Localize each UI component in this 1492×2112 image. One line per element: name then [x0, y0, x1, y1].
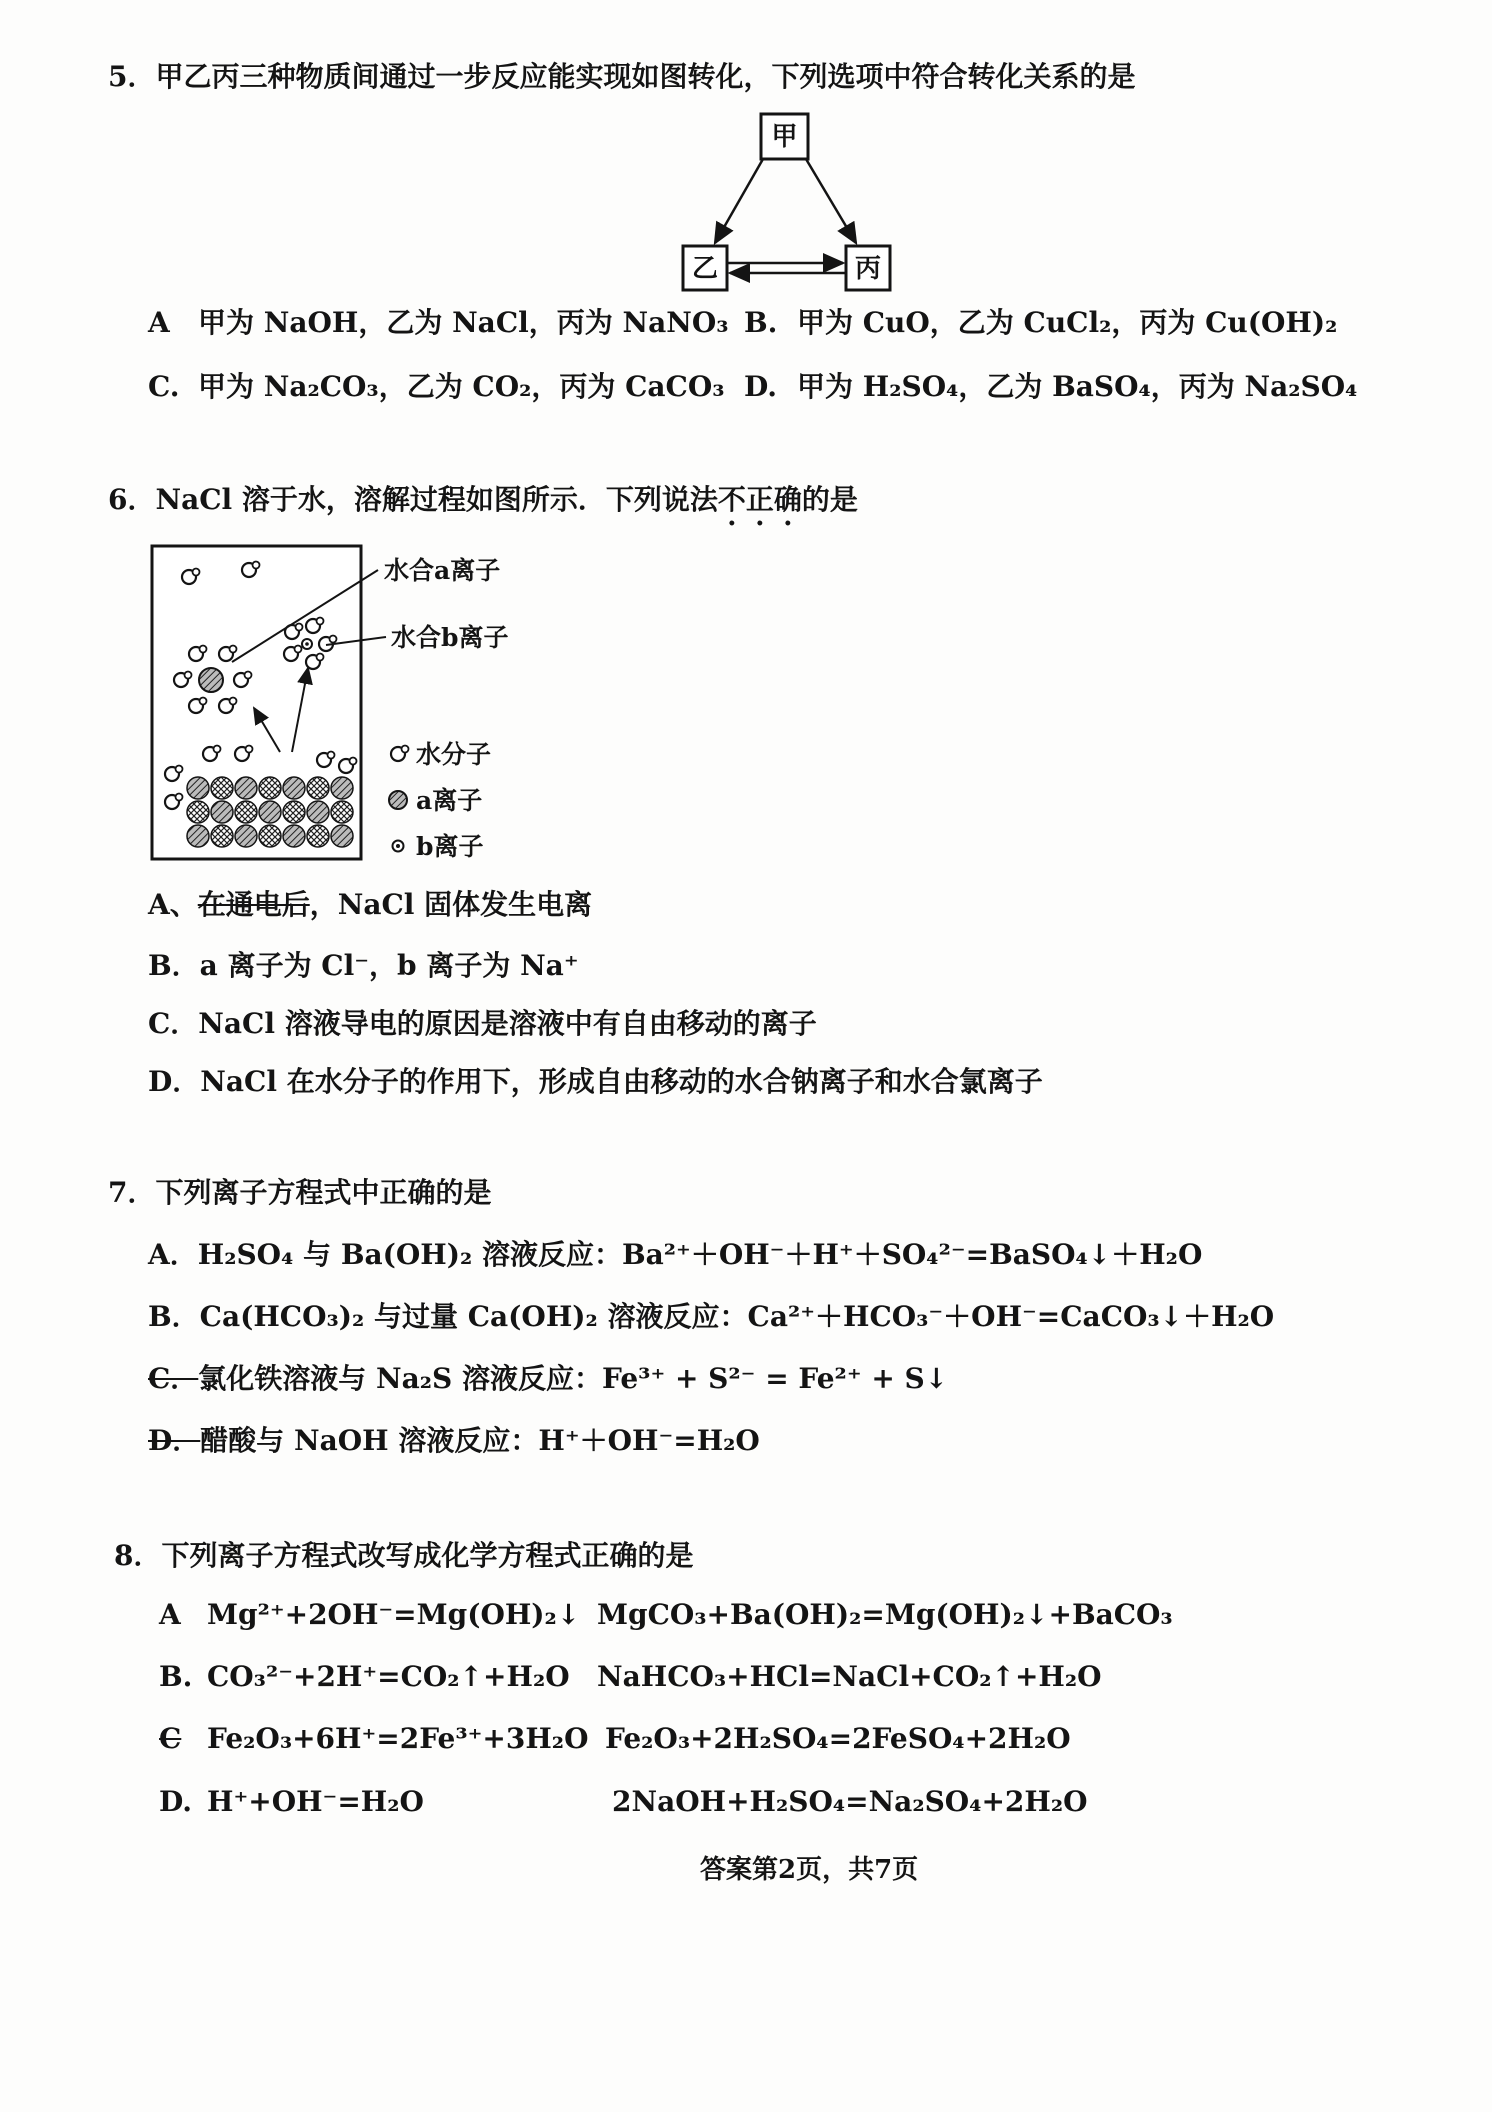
q7-option-c-text: 氯化铁溶液与 Na₂S 溶液反应：Fe³⁺ + S²⁻ = Fe²⁺ + S↓ [198, 1362, 949, 1395]
q7-option-d-text: 醋酸与 NaOH 溶液反应：H⁺＋OH⁻=H₂O [200, 1424, 760, 1457]
q7-option-b [148, 1300, 1274, 1334]
q6-stem-after: 的是 [801, 483, 858, 516]
q6-stem-emphasis: 不正确 [717, 483, 802, 516]
q6-option-a-text: ，NaCl 固体发生电离 [309, 888, 593, 921]
q5-option-d-text: 甲为 H₂SO₄，乙为 BaSO₄，丙为 Na₂SO₄ [797, 370, 1358, 403]
q8-option-b-ionic: CO₃²⁻+2H⁺=CO₂↑+H₂O [207, 1660, 570, 1693]
q5-option-d-label: D. [744, 370, 778, 403]
water-molecule-icon [391, 746, 409, 762]
q7-option-c [148, 1362, 948, 1396]
box-bing-label: 丙 [854, 254, 882, 284]
q5-option-c [148, 370, 180, 404]
q8-option-c-label: C [159, 1722, 182, 1755]
b-ion-icon [393, 841, 404, 852]
box-yi [683, 246, 727, 290]
q7-option-d-label: D． [148, 1424, 201, 1457]
q8-option-c-chemical: Fe₂O₃+2H₂SO₄=2FeSO₄+2H₂O [605, 1722, 1071, 1755]
q7-stem: 7．下列离子方程式中正确的是 [108, 1176, 492, 1209]
q5-option-b-text: 甲为 CuO，乙为 CuCl₂，丙为 Cu(OH)₂ [797, 306, 1338, 339]
q8-option-b-chemical: NaHCO₃+HCl=NaCl+CO₂↑+H₂O [597, 1660, 1102, 1693]
q8-option-c-ionic: Fe₂O₃+6H⁺=2Fe³⁺+3H₂O [207, 1722, 589, 1755]
q7-option-c-label: C． [148, 1362, 199, 1395]
q5-option-c-text: 甲为 Na₂CO₃，乙为 CO₂，丙为 CaCO₃ [198, 370, 725, 403]
q5-option-a [148, 306, 170, 340]
box-yi-label: 乙 [691, 254, 719, 284]
box-jia-label: 甲 [771, 122, 798, 152]
q5-transformation-diagram [660, 100, 920, 300]
legend-water-label: 水分子 [416, 740, 492, 769]
legend [389, 740, 491, 861]
label-hydrated-b-ion: 水合b离子 [391, 623, 509, 652]
q7-option-b-label: B． [148, 1300, 200, 1333]
arrow-jia-to-yi [715, 159, 763, 243]
q6-stem [108, 483, 858, 532]
q7-option-a-text: H₂SO₄ 与 Ba(OH)₂ 溶液反应：Ba²⁺＋OH⁻＋H⁺＋SO₄²⁻=BaSO₄↓＋H₂O [197, 1238, 1203, 1271]
q8-option-d-label: D. [159, 1785, 193, 1818]
a-ion-icon [389, 791, 407, 809]
q8-option-a-label: A [159, 1598, 181, 1631]
q6-option-a-label: A、 [148, 888, 198, 921]
legend-a-ion-label: a离子 [416, 786, 483, 815]
page-footer: 答案第2页，共7页 [700, 1855, 919, 1885]
q5-option-c-label: C. [148, 370, 180, 403]
q8-option-a-ionic: Mg²⁺+2OH⁻=Mg(OH)₂↓ [207, 1598, 581, 1631]
q6-option-b-text: a 离子为 Cl⁻，b 离子为 Na⁺ [199, 949, 579, 982]
q5-option-a-label: A [148, 306, 170, 339]
legend-b-ion-label: b离子 [416, 832, 484, 861]
q5-option-b [744, 306, 777, 340]
q6-option-a [148, 888, 592, 922]
arrow-jia-to-bing [806, 159, 856, 243]
q6-dissolution-diagram [140, 540, 560, 870]
q8-option-b-label: B. [159, 1660, 193, 1693]
nacl-crystal-lattice [187, 777, 353, 847]
q6-option-c-text: NaCl 溶液导电的原因是溶液中有自由移动的离子 [198, 1007, 817, 1040]
q6-stem-before: 6．NaCl 溶于水，溶解过程如图所示．下列说法 [108, 483, 718, 516]
q7-option-b-text: Ca(HCO₃)₂ 与过量 Ca(OH)₂ 溶液反应：Ca²⁺＋HCO₃⁻＋OH⁻=CaCO₃↓＋H₂O [199, 1300, 1275, 1333]
q7-option-d [148, 1424, 760, 1458]
label-hydrated-a-ion: 水合a离子 [384, 556, 501, 585]
q8-option-d-ionic: H⁺+OH⁻=H₂O [207, 1785, 424, 1818]
q5-option-b-label: B. [744, 306, 778, 339]
q6-option-d [148, 1065, 1043, 1099]
q8-stem: 8．下列离子方程式改写成化学方程式正确的是 [114, 1539, 694, 1572]
q5-option-a-text: 甲为 NaOH，乙为 NaCl，丙为 NaNO₃ [198, 306, 729, 339]
q8-option-a-chemical: MgCO₃+Ba(OH)₂=Mg(OH)₂↓+BaCO₃ [597, 1598, 1173, 1631]
q5-stem: 5．甲乙丙三种物质间通过一步反应能实现如图转化，下列选项中符合转化关系的是 [108, 60, 1136, 93]
q6-option-d-label: D． [148, 1065, 201, 1098]
q8-option-d-chemical: 2NaOH+H₂SO₄=Na₂SO₄+2H₂O [612, 1785, 1088, 1818]
q6-option-d-text: NaCl 在水分子的作用下，形成自由移动的水合钠离子和水合氯离子 [200, 1065, 1043, 1098]
q6-option-a-struck-text: 在通电后 [197, 888, 310, 921]
box-bing [846, 246, 890, 290]
q5-option-d [744, 370, 777, 404]
q7-option-a-label: A． [148, 1238, 198, 1271]
q6-option-c-label: C． [148, 1007, 199, 1040]
box-jia [761, 114, 808, 159]
q6-option-b [148, 949, 579, 983]
q6-option-b-label: B． [148, 949, 200, 982]
q7-option-a [148, 1238, 1202, 1272]
q6-option-c [148, 1007, 817, 1041]
